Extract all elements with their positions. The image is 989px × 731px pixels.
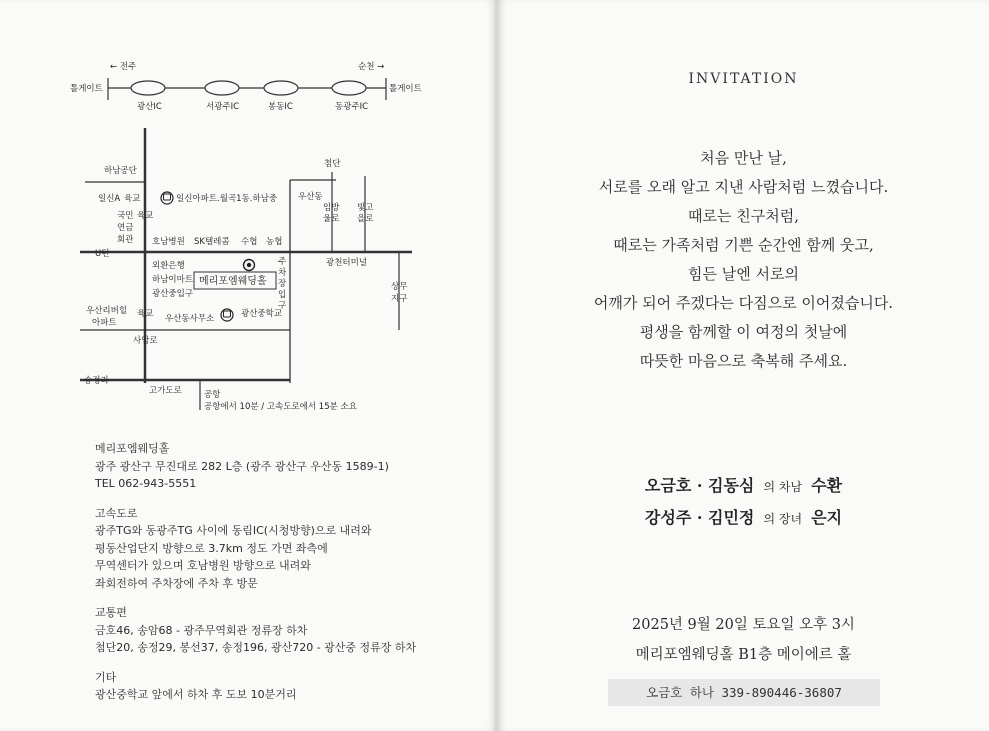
direction-line: 광산중학교 앞에서 하차 후 도보 10분거리 bbox=[95, 688, 297, 701]
label-bridge-3: 육교 bbox=[137, 309, 154, 319]
label-sagamro: 사암로 bbox=[133, 336, 158, 346]
message-line: 처음 만난 날, bbox=[700, 149, 787, 167]
label-overpass: 고가도로 bbox=[149, 386, 182, 396]
label-sangmu-2: 지구 bbox=[391, 294, 408, 304]
couple-names bbox=[498, 470, 989, 534]
ic-bongdong-node bbox=[264, 81, 298, 95]
direction-heading: 고속도로 bbox=[95, 506, 138, 520]
ic-gwangsan-node bbox=[131, 81, 165, 95]
label-hanam-gongdan: 하남공단 bbox=[104, 166, 137, 176]
label-usandong: 우산동 bbox=[298, 192, 323, 202]
label-gwangcheon-terminal: 광천터미널 bbox=[326, 258, 368, 268]
label-sangmu-1: 상무 bbox=[391, 282, 408, 292]
ic-seogwangju-node bbox=[205, 81, 239, 95]
bus-stop-icon bbox=[221, 309, 233, 321]
direction-line: 광주TG와 동광주TG 사이에 동림IC(시청방향)으로 내려와 bbox=[95, 524, 372, 537]
label-suncheon: 순천 → bbox=[358, 62, 385, 72]
label-tollgate-right: 톨게이트 bbox=[389, 84, 422, 94]
event-datetime: 2025년 9월 20일 토요일 오후 3시 bbox=[632, 617, 855, 633]
direction-other bbox=[95, 669, 485, 704]
event-place: 메리포엠웨딩홀 B1층 메이에르 홀 bbox=[635, 647, 852, 663]
label-gwangsan-middle: 광산중학교 bbox=[241, 309, 283, 319]
bus-stop-icon bbox=[161, 192, 173, 204]
label-woehwan-bank: 외환은행 bbox=[152, 261, 185, 271]
invitation-title: INVITATION bbox=[688, 71, 799, 87]
map-svg bbox=[0, 0, 496, 430]
groom-parents: 오금호 · 김동심 bbox=[644, 476, 755, 495]
label-uturn: U턴 bbox=[95, 249, 110, 259]
label-venue: 메리포엠웨딩홀 bbox=[199, 276, 267, 287]
direction-line: 무역센터가 있으며 호남병원 방향으로 내려와 bbox=[95, 559, 311, 572]
event-details bbox=[498, 610, 989, 670]
venue-tel: TEL 062-943-5551 bbox=[95, 477, 197, 490]
label-cheomdan: 첨단 bbox=[324, 159, 341, 169]
label-parking-2: 차 bbox=[278, 268, 287, 278]
label-bitgo-1: 빛고 bbox=[357, 203, 374, 213]
label-ic-seogwangju: 서광주IC bbox=[206, 102, 240, 112]
venue-name: 메리포엠웨딩홀 bbox=[95, 442, 170, 455]
message-line: 때로는 가족처럼 기쁜 순간엔 함께 웃고, bbox=[613, 236, 874, 254]
bride-parents: 강성주 · 김민정 bbox=[644, 508, 755, 527]
label-ic-gwangsan: 광산IC bbox=[137, 102, 162, 112]
invitation-message bbox=[498, 144, 989, 376]
label-imbang-1: 임방 bbox=[323, 203, 340, 213]
label-jeonju: ← 전주 bbox=[110, 62, 137, 72]
message-line: 힘든 날엔 서로의 bbox=[688, 265, 799, 283]
bride-relation: 의 장녀 bbox=[763, 512, 803, 526]
label-parking-4: 입 bbox=[278, 290, 287, 300]
message-line: 따뜻한 마음으로 축복해 주세요. bbox=[639, 352, 848, 370]
venue-section bbox=[95, 440, 485, 493]
label-bitgo-2: 을로 bbox=[357, 214, 374, 224]
venue-address: 광주 광산구 무진대로 282 L층 (광주 광산구 우산동 1589-1) bbox=[95, 459, 389, 473]
direction-line: 첨단20, 송정29, 봉선37, 송정196, 광산720 - 광산중 정류장 하차 bbox=[95, 641, 417, 654]
label-gwangsan-jung-ent: 광산중입구 bbox=[152, 289, 194, 299]
label-usan-river-2: 아파트 bbox=[92, 318, 117, 328]
groom-line bbox=[498, 470, 989, 502]
label-bus-stop-1: 일신아파트.월곡1동.하남중 bbox=[176, 194, 278, 204]
label-ic-bongdong: 봉동IC bbox=[268, 102, 293, 112]
bride-name: 은지 bbox=[811, 508, 843, 527]
direction-line: 금호46, 송암68 - 광주무역회관 정류장 하차 bbox=[95, 623, 308, 637]
message-line: 때로는 친구처럼, bbox=[688, 207, 799, 225]
message-line: 어깨가 되어 주겠다는 다짐으로 이어졌습니다. bbox=[593, 294, 894, 312]
label-songjeong: 송정리 bbox=[84, 376, 109, 386]
location-map bbox=[0, 0, 496, 430]
account-sticker: 오금호 하나 339-890446-36807 bbox=[608, 679, 880, 706]
direction-heading: 기타 bbox=[95, 670, 117, 684]
label-gukmin-3: 회관 bbox=[117, 235, 134, 245]
label-parking-5: 구 bbox=[278, 301, 287, 311]
label-gukmin-2: 연금 bbox=[117, 223, 134, 233]
venue-info bbox=[95, 440, 485, 716]
groom-relation: 의 차남 bbox=[763, 480, 803, 494]
label-bridge-1: 육교 bbox=[124, 194, 141, 204]
label-gukmin-1: 국민 bbox=[117, 211, 134, 221]
message-line: 평생을 함께할 이 여정의 첫날에 bbox=[639, 323, 848, 341]
label-ic-donggwangju: 동광주IC bbox=[335, 102, 369, 112]
direction-line: 좌회전하여 주차장에 주차 후 방문 bbox=[95, 576, 258, 590]
direction-highway bbox=[95, 505, 485, 593]
label-ilsin-a: 일신A bbox=[98, 194, 121, 204]
ic-donggwangju-node bbox=[332, 81, 366, 95]
right-page bbox=[498, 0, 989, 731]
label-parking-1: 주 bbox=[278, 257, 287, 267]
direction-line: 평동산업단지 방향으로 3.7km 정도 가면 좌측에 bbox=[95, 541, 328, 555]
label-parking-3: 장 bbox=[278, 279, 287, 289]
message-line: 서로를 오래 알고 지낸 사람처럼 느꼈습니다. bbox=[598, 178, 889, 196]
label-airport-note: 공항에서 10분 / 고속도로에서 15분 소요 bbox=[204, 402, 357, 412]
label-usan-office: 우산동사무소 bbox=[165, 314, 215, 324]
label-nonghyup: 농협 bbox=[266, 237, 283, 247]
label-honam-hospital: 호남병원 bbox=[152, 237, 185, 247]
direction-transit bbox=[95, 604, 485, 657]
label-suhyup: 수협 bbox=[241, 237, 258, 247]
label-hanam-emart: 하남이마트 bbox=[152, 275, 194, 285]
groom-name: 수환 bbox=[811, 476, 843, 495]
direction-heading: 교통편 bbox=[95, 606, 127, 619]
label-imbang-2: 울로 bbox=[323, 214, 340, 224]
label-tollgate-left: 톨게이트 bbox=[70, 84, 103, 94]
label-sk-telecom: SK텔레콤 bbox=[194, 237, 230, 247]
label-usan-river-1: 우산리버힐 bbox=[86, 306, 128, 316]
bride-line bbox=[498, 502, 989, 534]
label-bridge-2: 육교 bbox=[137, 211, 154, 221]
label-airport: 공항 bbox=[204, 390, 221, 400]
